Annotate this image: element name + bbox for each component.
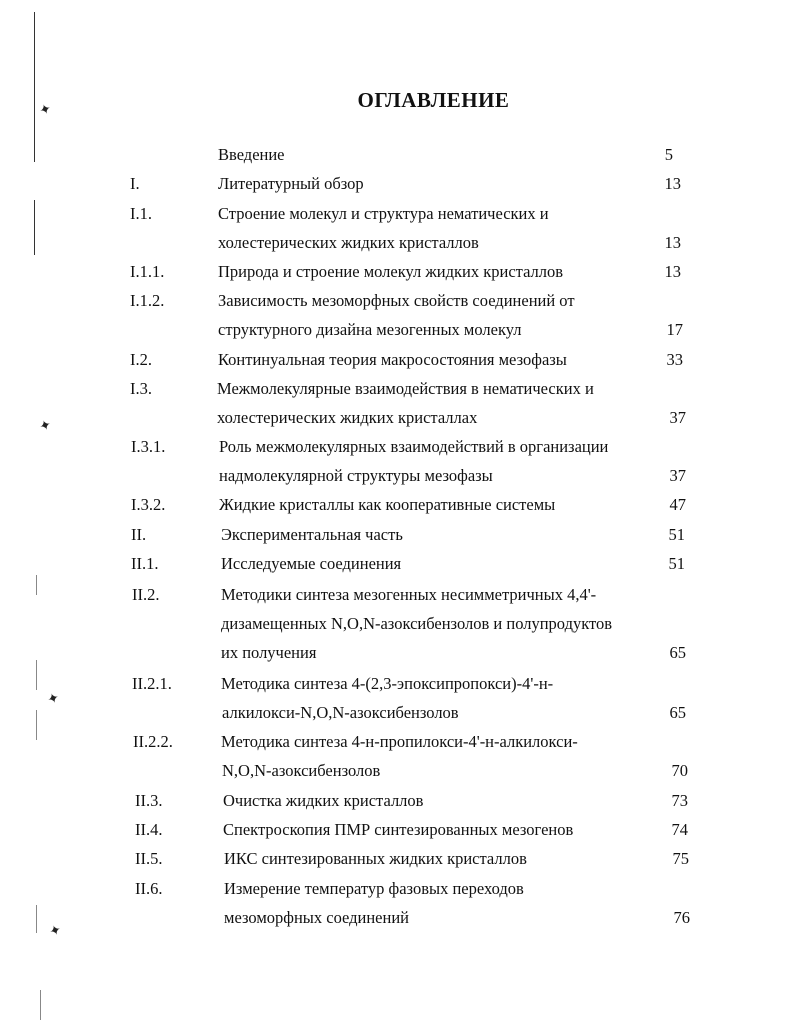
toc-text: надмолекулярной структуры мезофазы: [219, 466, 493, 485]
toc-text: дизамещенных N,O,N-азоксибензолов и полупродуктов: [221, 614, 613, 633]
toc-text: Жидкие кристаллы как кооперативные системы: [219, 495, 556, 514]
toc-number: I.2.: [130, 350, 152, 369]
toc-page: 17: [666, 320, 683, 339]
toc-page: 47: [669, 495, 686, 514]
toc-number: I.3.: [130, 379, 152, 398]
toc-text: Методика синтеза 4-(2,3-эпоксипропокси)-4'-н-: [221, 674, 554, 693]
toc-number: II.6.: [135, 879, 163, 898]
toc-page: 51: [668, 525, 685, 544]
scan-mark-icon: ✦: [37, 417, 54, 436]
scan-mark-icon: ✦: [47, 922, 64, 941]
toc-text: Континуальная теория макросостояния мезофазы: [218, 350, 567, 369]
scan-mark-icon: ✦: [45, 690, 62, 709]
toc-text: Исследуемые соединения: [221, 554, 402, 573]
toc-text: Межмолекулярные взаимодействия в нематических и: [217, 379, 594, 398]
toc-page: 65: [669, 643, 686, 662]
toc-page: 5: [664, 145, 673, 164]
toc-text: Природа и строение молекул жидких кристаллов: [218, 262, 564, 281]
toc-number: I.: [130, 174, 140, 193]
toc-text: алкилокси-N,O,N-азоксибензолов: [222, 703, 459, 722]
toc-number: II.2.2.: [133, 732, 173, 751]
scan-speck: [40, 990, 41, 1020]
toc-page: 13: [664, 262, 681, 281]
toc-page: 33: [666, 350, 683, 369]
toc-text: Методики синтеза мезогенных несимметричных 4,4'-: [221, 585, 597, 604]
toc-page: 37: [669, 408, 686, 427]
toc-text: Измерение температур фазовых переходов: [224, 879, 524, 898]
toc-number: II.2.1.: [132, 674, 172, 693]
toc-text: холестерических жидких кристаллов: [218, 233, 479, 252]
toc-number: I.1.1.: [130, 262, 165, 281]
toc-number: II.3.: [135, 791, 163, 810]
toc-page: 74: [671, 820, 688, 839]
toc-number: II.: [131, 525, 147, 544]
toc-page: 76: [673, 908, 690, 927]
toc-page: 65: [669, 703, 686, 722]
scan-mark-icon: ✦: [37, 101, 54, 120]
toc-number: I.1.2.: [130, 291, 165, 310]
toc-text: Экспериментальная часть: [221, 525, 403, 544]
toc-number: I.3.2.: [131, 495, 166, 514]
toc-number: II.1.: [131, 554, 159, 573]
toc-text: их получения: [221, 643, 317, 662]
toc-number: II.5.: [135, 849, 163, 868]
toc-text: Строение молекул и структура нематических и: [218, 204, 549, 223]
scan-speck: [36, 660, 37, 690]
toc-text: Спектроскопия ПМР синтезированных мезогенов: [223, 820, 574, 839]
toc-number: I.3.1.: [131, 437, 166, 456]
toc-number: I.1.: [130, 204, 152, 223]
toc-text: Зависимость мезоморфных свойств соединений от: [218, 291, 575, 310]
toc-text: N,O,N-азоксибензолов: [222, 761, 381, 780]
toc-number: II.4.: [135, 820, 163, 839]
toc-page: 75: [672, 849, 689, 868]
toc-text: структурного дизайна мезогенных молекул: [218, 320, 522, 339]
scan-edge-line: [34, 12, 35, 162]
scan-edge-line: [34, 200, 35, 255]
toc-page: 13: [664, 233, 681, 252]
scan-speck: [36, 905, 37, 933]
toc-page: 37: [669, 466, 686, 485]
toc-text: Очистка жидких кристаллов: [223, 791, 424, 810]
scan-speck: [36, 710, 37, 740]
toc-page: 51: [668, 554, 685, 573]
toc-text: мезоморфных соединений: [224, 908, 409, 927]
page-title: ОГЛАВЛЕНИЕ: [357, 88, 510, 112]
toc-page: 73: [671, 791, 688, 810]
toc-text: Методика синтеза 4-н-пропилокси-4'-н-алкилокси-: [221, 732, 578, 751]
toc-text: Литературный обзор: [218, 174, 364, 193]
toc-page: 13: [664, 174, 681, 193]
toc-page: 70: [671, 761, 688, 780]
toc-text: Роль межмолекулярных взаимодействий в организации: [219, 437, 609, 456]
toc-text: ИКС синтезированных жидких кристаллов: [224, 849, 527, 868]
scan-speck: [36, 575, 37, 595]
toc-text: Введение: [218, 145, 285, 164]
toc-number: II.2.: [132, 585, 160, 604]
toc-text: холестерических жидких кристаллах: [217, 408, 478, 427]
